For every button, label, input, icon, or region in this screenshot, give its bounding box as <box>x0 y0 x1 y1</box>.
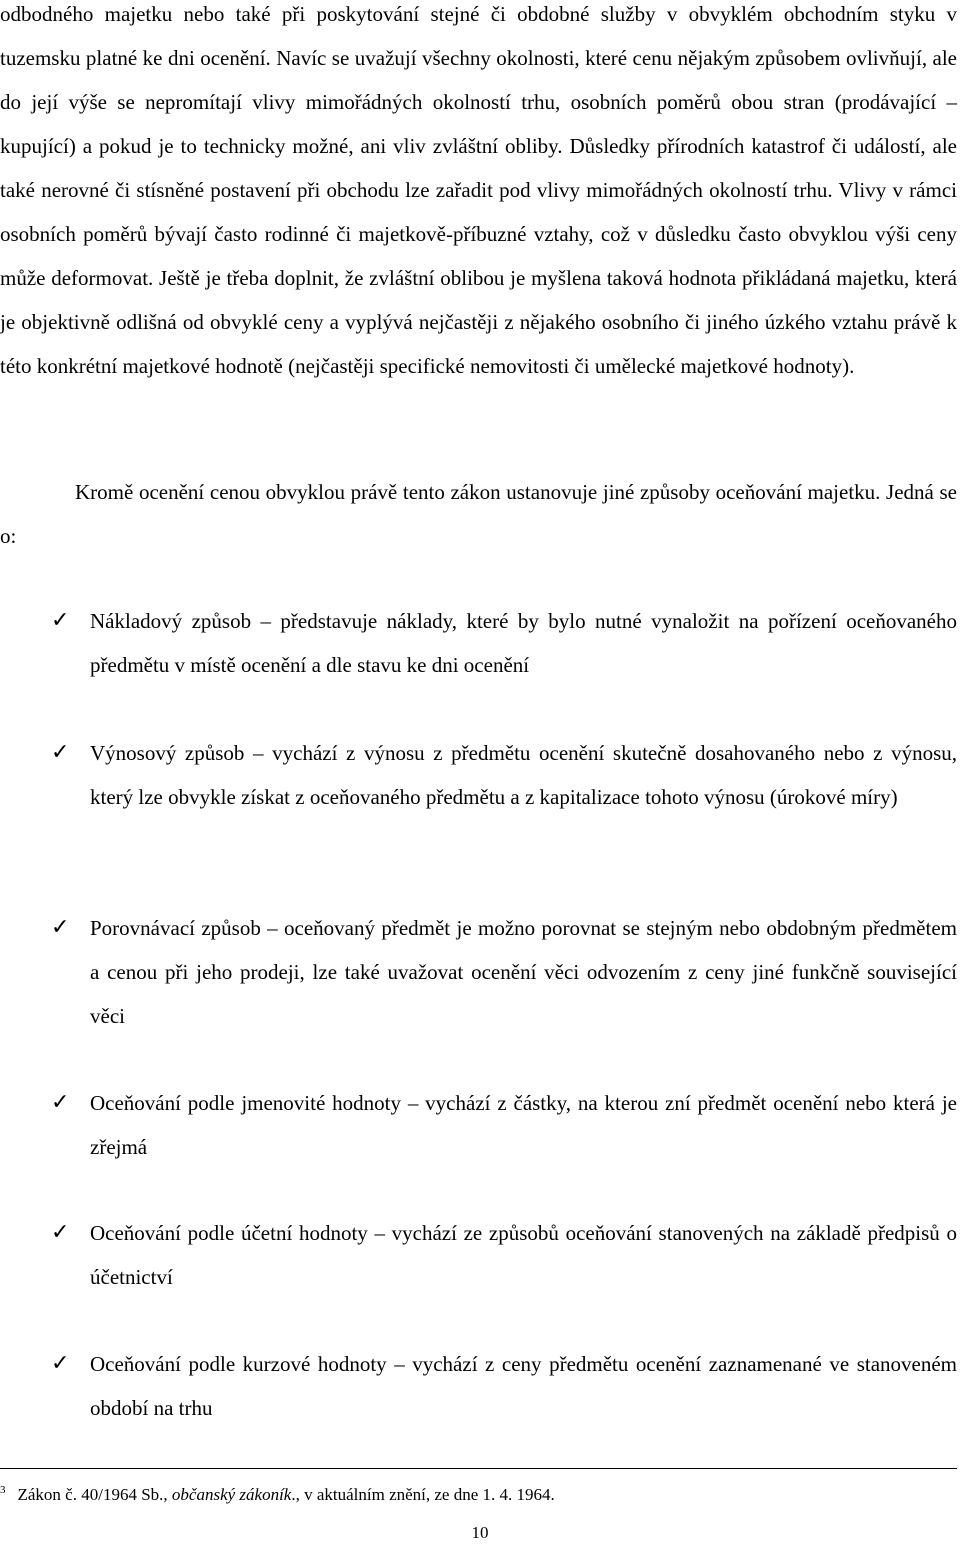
footnote-text-before: Zákon č. 40/1964 Sb., <box>17 1485 172 1504</box>
checkmark-icon: ✓ <box>51 1220 70 1245</box>
footnote-number: 3 <box>0 1484 6 1496</box>
footnote-separator <box>0 1468 957 1469</box>
checkmark-icon: ✓ <box>51 740 70 765</box>
checkmark-icon: ✓ <box>51 608 70 633</box>
footnote-italic-title: občanský zákoník <box>171 1485 292 1504</box>
checkmark-icon: ✓ <box>51 1351 70 1376</box>
list-item-text: Oceňování podle kurzové hodnoty – vychází z ceny předmětu ocenění zaznamenané ve stanoveném období na trhu <box>90 1352 957 1420</box>
checkmark-icon: ✓ <box>51 915 70 940</box>
list-item-text: Nákladový způsob – představuje náklady, které by bylo nutné vynaložit na pořízení oceňovaného předmětu v místě ocenění a dle stavu ke dni ocenění <box>90 609 957 677</box>
list-item-text: Oceňování podle účetní hodnoty – vychází ze způsobů oceňování stanovených na základě předpisů o účetnictví <box>90 1221 957 1289</box>
footnote-text-after: ., v aktuálním znění, ze dne 1. 4. 1964. <box>291 1485 555 1504</box>
checkmark-icon: ✓ <box>51 1090 70 1115</box>
list-item-text: Porovnávací způsob – oceňovaný předmět je možno porovnat se stejným nebo obdobným předmětem a cenou při jeho prodeji, lze také uvažovat ocenění věci odvozením z ceny jiné funkčně související věci <box>90 916 957 1028</box>
body-paragraph-2: Kromě ocenění cenou obvyklou právě tento zákon ustanovuje jiné způsoby oceňování majetku. Jedná se o: <box>0 480 957 548</box>
list-item-text: Oceňování podle jmenovité hodnoty – vychází z částky, na kterou zní předmět ocenění nebo která je zřejmá <box>90 1091 957 1159</box>
page-number: 10 <box>471 1523 489 1542</box>
body-paragraph-1: odbodného majetku nebo také při poskytování stejné či obdobné služby v obvyklém obchodním styku v tuzemsku platné ke dni ocenění. Navíc se uvažují všechny okolnosti, které cenu nějakým způsobem ovlivňují, ale do její výše se nepromítají vlivy mimořádných okolností trhu, osobních poměrů obou stran (prodávající – kupující) a pokud je to technicky možné, ani vliv zvláštní obliby. Důsledky přírodních katastrof či událostí, ale také nerovné či stísněné postavení při obchodu lze zařadit pod vlivy mimořádných okolností trhu. Vlivy v rámci osobních poměrů bývají často rodinné či majetkově-příbuzné vztahy, což v důsledku často obvyklou výši ceny může deformovat. Ještě je třeba doplnit, že zvláštní oblibou je myšlena taková hodnota přikládaná majetku, která je objektivně odlišná od obvyklé ceny a vyplývá nejčastěji z nějakého osobního či jiného úzkého vztahu právě k této konkrétní majetkové hodnotě (nejčastěji specifické nemovitosti či umělecké majetkové hodnoty). <box>0 2 957 378</box>
list-item-text: Výnosový způsob – vychází z výnosu z předmětu ocenění skutečně dosahovaného nebo z výnosu, který lze obvykle získat z oceňovaného předmětu a z kapitalizace tohoto výnosu (úrokové míry) <box>90 741 957 809</box>
footnote <box>0 1478 555 1507</box>
